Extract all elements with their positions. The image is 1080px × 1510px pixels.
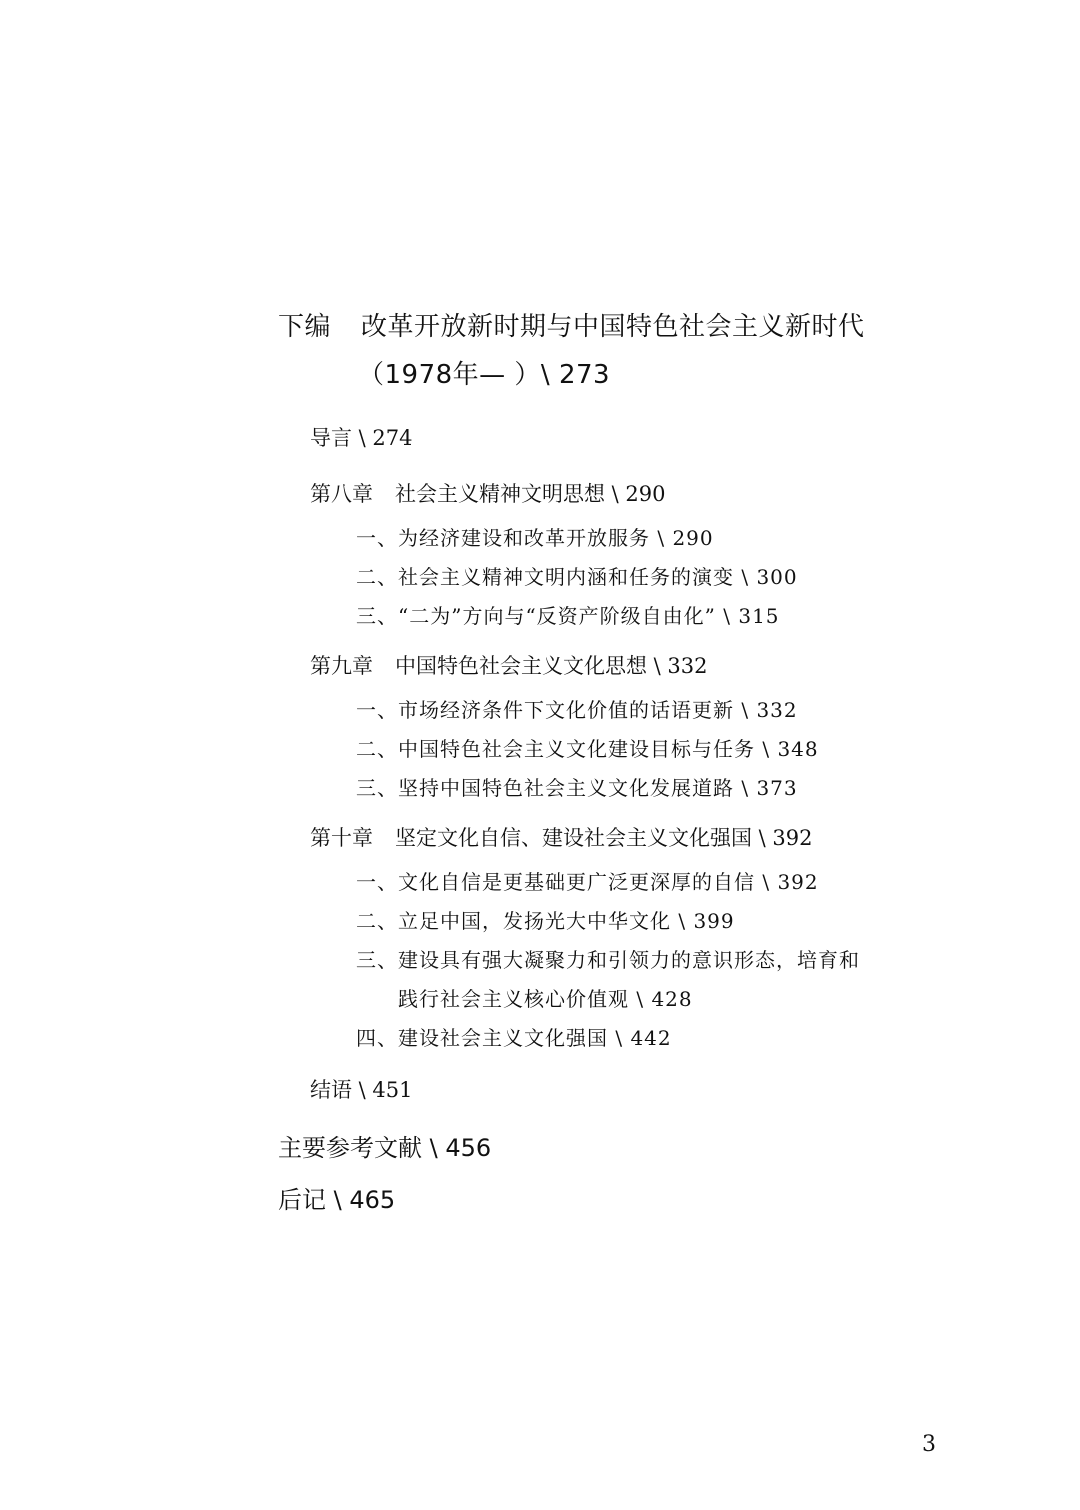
part-label: 下编 [278,312,332,342]
page-number: 3 [922,1432,936,1457]
chapter-label: 第九章 [310,654,373,678]
toc-section: 二、立足中国，发扬光大中华文化 \ 399 [356,909,735,933]
toc-chapter-10 [310,828,813,849]
part-title: 改革开放新时期与中国特色社会主义新时代 [361,312,865,342]
part-subtitle: （1978年— ）\ 273 [358,360,611,390]
toc-section: 二、中国特色社会主义文化建设目标与任务 \ 348 [356,737,819,761]
toc-chapter-9 [310,656,708,677]
toc-section: 一、文化自信是更基础更广泛更深厚的自信 \ 392 [356,870,819,894]
toc-section: 三、建设具有强大凝聚力和引领力的意识形态，培育和 [356,948,860,972]
toc-section: 三、坚持中国特色社会主义文化发展道路 \ 373 [356,776,798,800]
toc-entry-intro: 导言 \ 274 [310,426,413,450]
toc-section: 三、“二为”方向与“反资产阶级自由化” \ 315 [356,604,780,628]
toc-section: 二、社会主义精神文明内涵和任务的演变 \ 300 [356,565,798,589]
toc-section: 一、为经济建设和改革开放服务 \ 290 [356,526,714,550]
toc-section: 一、市场经济条件下文化价值的话语更新 \ 332 [356,698,798,722]
toc-entry-conclusion: 结语 \ 451 [310,1078,413,1102]
toc-chapter-8 [310,484,666,505]
toc-section-continuation: 践行社会主义核心价值观 \ 428 [398,987,693,1011]
chapter-label: 第八章 [310,482,373,506]
part-heading [278,314,865,340]
chapter-title: 坚定文化自信、建设社会主义文化强国 \ 392 [395,826,813,850]
chapter-label: 第十章 [310,826,373,850]
toc-section: 四、建设社会主义文化强国 \ 442 [356,1026,672,1050]
toc-entry-references: 主要参考文献 \ 456 [278,1134,492,1162]
chapter-title: 社会主义精神文明思想 \ 290 [395,482,666,506]
chapter-title: 中国特色社会主义文化思想 \ 332 [395,654,708,678]
toc-entry-afterword: 后记 \ 465 [278,1186,396,1214]
